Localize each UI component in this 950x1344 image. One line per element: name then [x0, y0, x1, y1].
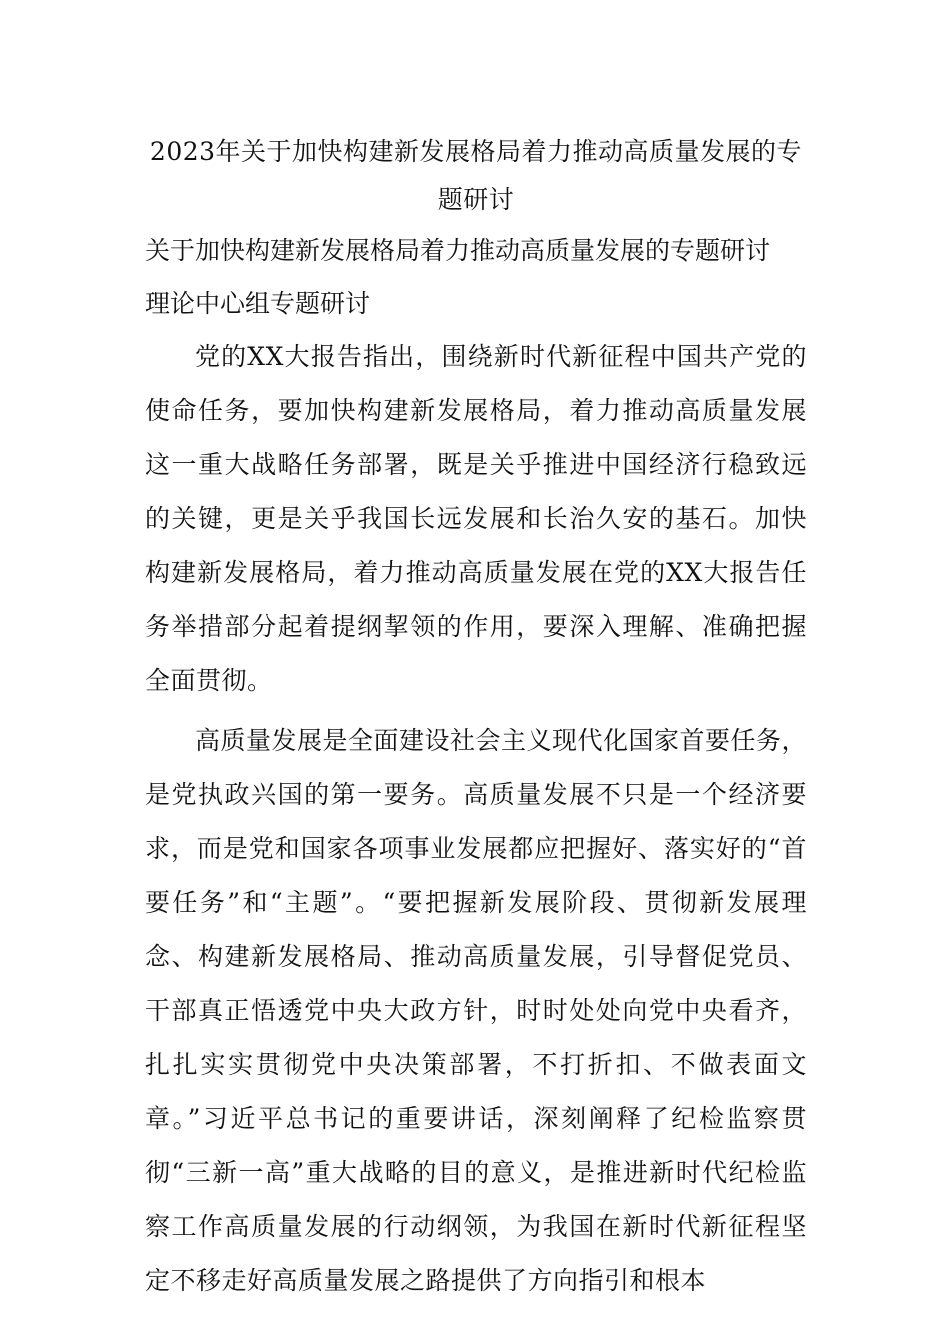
document-title: 2023年关于加快构建新发展格局着力推动高质量发展的专题研讨 — [149, 137, 803, 214]
document-page — [145, 128, 807, 1308]
body-paragraph-1: 党的XX大报告指出，围绕新时代新征程中国共产党的使命任务，要加快构建新发展格局，着力推动高质量发展这一重大战略任务部署，既是关乎推进中国经济行稳致远的关键，更是关乎我国长远发展和长治久安的基石。加快构建新发展格局，着力推动高质量发展在党的XX大报告任务举措部分起着提纲挈领的作用，要深入理解、准确把握全面贯彻。 — [145, 342, 807, 695]
subtitle-block — [145, 224, 807, 330]
body-paragraph-2: 高质量发展是全面建设社会主义现代化国家首要任务，是党执政兴国的第一要务。高质量发展不只是一个经济要求，而是党和国家各项事业发展都应把握好、落实好的“首要任务”和“主题”。“要把握新发展阶段、贯彻新发展理念、构建新发展格局、推动高质量发展，引导督促党员、干部真正悟透党中央大政方针，时时处处向党中央看齐，扎扎实实贯彻党中央决策部署，不打折扣、不做表面文章。”习近平总书记的重要讲话，深刻阐释了纪检监察贯彻“三新一高”重大战略的目的意义，是推进新时代纪检监察工作高质量发展的行动纲领，为我国在新时代新征程坚定不移走好高质量发展之路提供了方向指引和根本 — [145, 726, 808, 1295]
document-byline: 理论中心组专题研讨 — [145, 289, 371, 318]
document-subtitle: 关于加快构建新发展格局着力推动高质量发展的专题研讨 — [145, 236, 771, 265]
